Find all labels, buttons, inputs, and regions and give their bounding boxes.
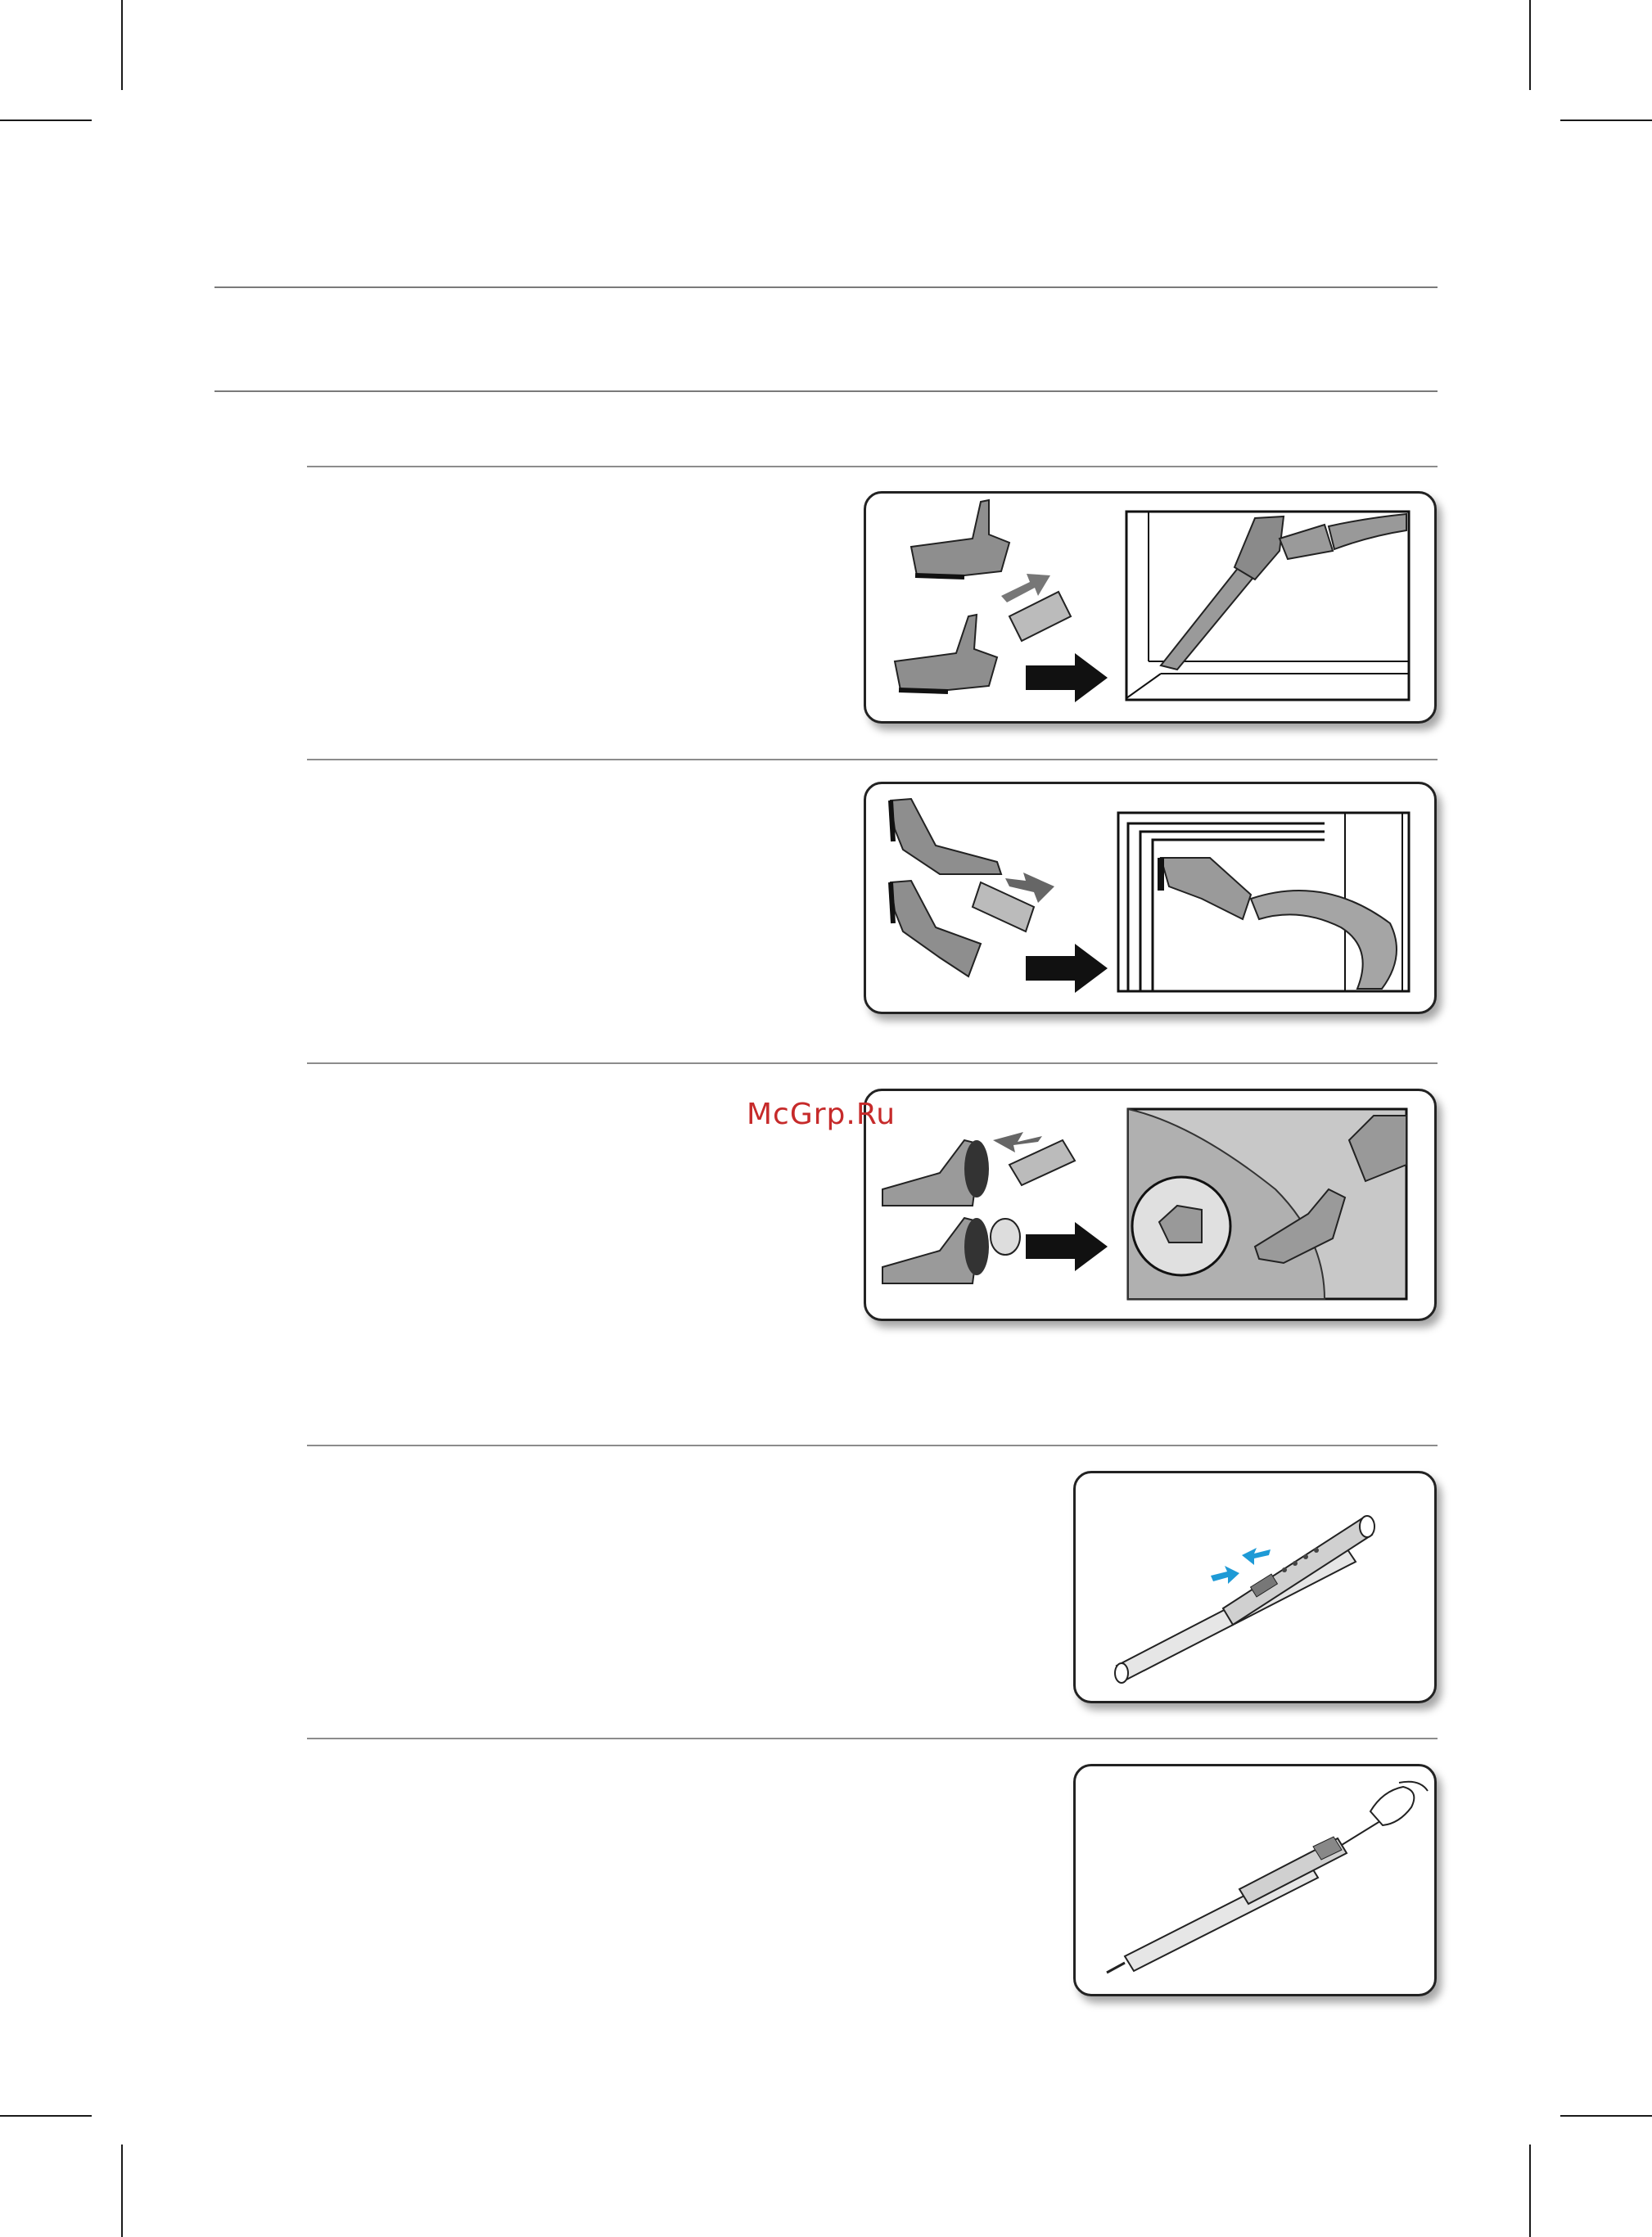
pipe-unclog-illustration bbox=[1076, 1766, 1434, 1994]
header-rule-bottom bbox=[214, 390, 1438, 392]
figure-telescopic-pipe-unclog bbox=[1073, 1764, 1437, 1996]
upholstery-illustration bbox=[866, 1091, 1434, 1319]
section-rule bbox=[307, 466, 1438, 467]
telescopic-pipe-illustration bbox=[1076, 1473, 1434, 1701]
section-rule bbox=[307, 759, 1438, 760]
figure-upholstery-car-seat bbox=[864, 1089, 1437, 1321]
hand-icon bbox=[1370, 1787, 1414, 1825]
header-rule-top bbox=[214, 286, 1438, 288]
section-rule bbox=[307, 1445, 1438, 1446]
press-arrow-icon bbox=[1211, 1566, 1239, 1584]
brush-window-illustration bbox=[866, 784, 1434, 1012]
arrow-right-icon bbox=[1026, 944, 1108, 993]
crevice-corner-illustration bbox=[866, 494, 1434, 721]
crevice-nozzle-icon bbox=[1009, 592, 1071, 641]
crop-mark bbox=[1560, 120, 1652, 121]
arrow-right-icon bbox=[1026, 1222, 1108, 1271]
crop-mark bbox=[121, 2145, 123, 2237]
crop-mark bbox=[0, 120, 92, 121]
crop-mark bbox=[1529, 2145, 1531, 2237]
section-rule bbox=[307, 1062, 1438, 1064]
crop-mark bbox=[0, 2115, 92, 2117]
arrow-right-icon bbox=[1026, 653, 1108, 702]
crop-mark bbox=[121, 0, 123, 90]
section-rule bbox=[307, 1738, 1438, 1739]
press-arrow-icon bbox=[1242, 1548, 1271, 1565]
watermark: McGrp.Ru bbox=[747, 1098, 896, 1131]
crop-mark bbox=[1560, 2115, 1652, 2117]
crop-mark bbox=[1529, 0, 1531, 90]
figure-brush-window-frame bbox=[864, 782, 1437, 1014]
figure-telescopic-pipe-adjust bbox=[1073, 1471, 1437, 1703]
figure-crevice-corner bbox=[864, 491, 1437, 724]
